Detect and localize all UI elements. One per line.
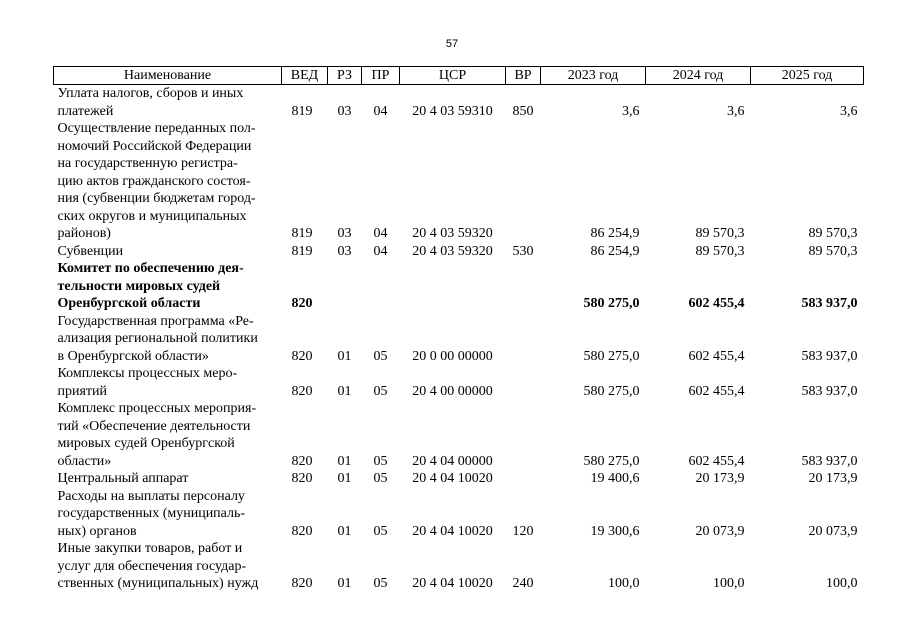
- row-vr-cell: [506, 313, 541, 366]
- row-vr-cell: 120: [512, 523, 534, 539]
- row-2025-cell: 3,6: [840, 103, 858, 119]
- table-row: [54, 488, 864, 541]
- column-header-rz: РЗ: [328, 67, 362, 85]
- row-2025-cell: 583 937,0: [801, 453, 858, 469]
- row-2023-cell: 86 254,9: [590, 243, 640, 259]
- row-vr-cell: 850: [512, 103, 534, 119]
- column-header-2023: 2023 год: [541, 67, 646, 85]
- row-2024-cell: 602 455,4: [688, 453, 745, 469]
- column-header-ved: ВЕД: [282, 67, 328, 85]
- row-ved-cell: 819: [291, 103, 313, 119]
- row-rz-cell: 01: [337, 471, 352, 486]
- column-header-2025: 2025 год: [751, 67, 864, 85]
- row-2025-cell: 583 937,0: [801, 296, 858, 311]
- row-ved-cell: 820: [291, 471, 313, 486]
- row-pr-cell: 05: [373, 453, 388, 469]
- table-row: [54, 85, 864, 121]
- row-name-cell: Уплата налогов, сборов и иных платежей: [57, 86, 244, 119]
- table-row: [54, 540, 864, 593]
- row-csr-cell: 20 4 03 59320: [412, 243, 493, 259]
- row-2024-cell: 602 455,4: [688, 383, 745, 399]
- column-header-name: Наименование: [54, 67, 282, 85]
- row-csr-cell: 20 4 04 10020: [412, 471, 493, 486]
- row-pr-cell: 05: [373, 383, 388, 399]
- row-vr-cell: 240: [512, 576, 534, 591]
- row-rz-cell: 03: [337, 226, 352, 241]
- row-name-cell: Осуществление переданных пол- номочий Российской Федерации на государственную регистра- цию актов гражданского состоя- ния (субвенции бюджетам город- ских округов и муниципальных районов): [57, 121, 256, 241]
- row-2025-cell: 89 570,3: [808, 226, 858, 241]
- row-vr-cell: 530: [512, 243, 534, 259]
- row-pr-cell: 05: [373, 348, 388, 364]
- row-ved-cell: 820: [291, 348, 313, 364]
- row-name-cell: Иные закупки товаров, работ и услуг для обеспечения государ- ственных (муниципальных) нужд: [57, 541, 259, 591]
- column-header-vr: ВР: [506, 67, 541, 85]
- row-pr-cell: 05: [373, 471, 388, 486]
- row-name-cell: Субвенции: [57, 243, 124, 259]
- row-name-cell: Расходы на выплаты персоналу государственных (муниципаль- ных) органов: [57, 488, 246, 539]
- table-row: [54, 243, 864, 261]
- row-rz-cell: 01: [337, 348, 352, 364]
- row-ved-cell: 820: [291, 383, 313, 399]
- row-name-cell: Государственная программа «Ре- ализация региональной политики в Оренбургской области»: [57, 313, 258, 364]
- row-csr-cell: 20 4 04 00000: [412, 453, 493, 469]
- row-2023-cell: 580 275,0: [583, 453, 640, 469]
- row-csr-cell: 20 4 04 10020: [412, 523, 493, 539]
- row-vr-cell: [506, 400, 541, 470]
- row-2025-cell: 20 173,9: [808, 471, 858, 486]
- table-header-row: [54, 67, 864, 85]
- row-2025-cell: 583 937,0: [801, 348, 858, 364]
- row-name-cell: Центральный аппарат: [57, 471, 189, 486]
- row-rz-cell: 03: [337, 243, 352, 259]
- row-csr-cell: 20 4 03 59320: [412, 226, 493, 241]
- row-pr-cell: 04: [373, 243, 388, 259]
- row-ved-cell: 819: [291, 243, 313, 259]
- budget-table: [53, 66, 864, 593]
- row-2024-cell: 89 570,3: [695, 226, 745, 241]
- row-ved-cell: 820: [291, 453, 313, 469]
- table-body: [54, 85, 864, 593]
- page-number: 57: [445, 38, 459, 50]
- row-vr-cell: [506, 260, 541, 313]
- row-2024-cell: 20 073,9: [695, 523, 745, 539]
- table-row: [54, 400, 864, 470]
- row-rz-cell: 01: [337, 523, 352, 539]
- row-name-cell: Комплексы процессных меро- приятий: [57, 366, 238, 399]
- row-csr-cell: 20 4 03 59310: [412, 103, 493, 119]
- row-rz-cell: 03: [337, 103, 352, 119]
- column-header-2024: 2024 год: [646, 67, 751, 85]
- row-ved-cell: 820: [291, 523, 313, 539]
- row-2023-cell: 100,0: [608, 576, 640, 591]
- row-2025-cell: 100,0: [826, 576, 858, 591]
- row-csr-cell: 20 0 00 00000: [412, 348, 493, 364]
- row-2023-cell: 580 275,0: [583, 383, 640, 399]
- row-vr-cell: [506, 470, 541, 488]
- column-header-pr: ПР: [362, 67, 400, 85]
- table-row: [54, 365, 864, 400]
- row-2023-cell: 86 254,9: [590, 226, 640, 241]
- row-rz-cell: 01: [337, 453, 352, 469]
- row-2024-cell: 3,6: [727, 103, 745, 119]
- row-csr-cell: 20 4 04 10020: [412, 576, 493, 591]
- row-2024-cell: 89 570,3: [695, 243, 745, 259]
- table-row: [54, 470, 864, 488]
- row-name-cell: Комплекс процессных мероприя- тий «Обеспечение деятельности мировых судей Оренбургской области»: [57, 401, 257, 469]
- row-2024-cell: 602 455,4: [688, 296, 745, 311]
- table-row: [54, 120, 864, 243]
- row-pr-cell: 04: [373, 226, 388, 241]
- row-name-cell: Комитет по обеспечению дея- тельности мировых судей Оренбургской области: [57, 261, 244, 311]
- table-row: [54, 260, 864, 313]
- row-pr-cell: [362, 260, 400, 313]
- table-row: [54, 313, 864, 366]
- row-2023-cell: 19 400,6: [590, 471, 640, 486]
- row-rz-cell: 01: [337, 576, 352, 591]
- column-header-csr: ЦСР: [400, 67, 506, 85]
- row-2023-cell: 3,6: [622, 103, 640, 119]
- row-2024-cell: 602 455,4: [688, 348, 745, 364]
- row-2023-cell: 580 275,0: [583, 296, 640, 311]
- row-ved-cell: 819: [291, 226, 313, 241]
- row-2024-cell: 100,0: [713, 576, 745, 591]
- row-rz-cell: [328, 260, 362, 313]
- row-ved-cell: 820: [291, 296, 313, 311]
- row-2025-cell: 20 073,9: [808, 523, 858, 539]
- row-2023-cell: 19 300,6: [590, 523, 640, 539]
- row-csr-cell: [400, 260, 506, 313]
- row-vr-cell: [506, 365, 541, 400]
- row-ved-cell: 820: [291, 576, 313, 591]
- row-pr-cell: 04: [373, 103, 388, 119]
- row-csr-cell: 20 4 00 00000: [412, 383, 493, 399]
- row-2023-cell: 580 275,0: [583, 348, 640, 364]
- row-rz-cell: 01: [337, 383, 352, 399]
- row-2025-cell: 89 570,3: [808, 243, 858, 259]
- row-pr-cell: 05: [373, 523, 388, 539]
- row-pr-cell: 05: [373, 576, 388, 591]
- row-2025-cell: 583 937,0: [801, 383, 858, 399]
- row-vr-cell: [506, 120, 541, 243]
- row-2024-cell: 20 173,9: [695, 471, 745, 486]
